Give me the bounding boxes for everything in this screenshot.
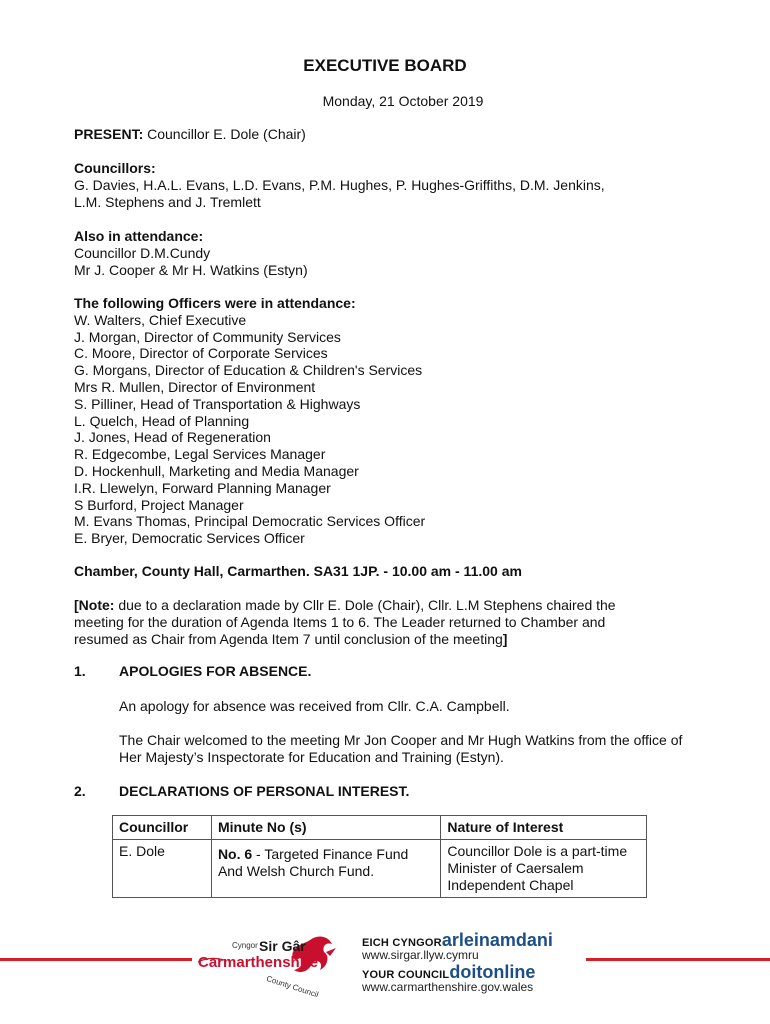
cell-minute: [211, 840, 440, 898]
venue-text: Chamber, County Hall, Carmarthen. SA31 1JP. - 10.00 am - 11.00 am: [74, 563, 522, 579]
english-brand-small: YOUR COUNCIL: [362, 969, 450, 981]
officer-line: E. Bryer, Democratic Services Officer: [74, 530, 305, 547]
officers-section: [74, 295, 694, 547]
note-line: due to a declaration made by Cllr E. Dole (Chair), Cllr. L.M Stephens chaired the: [114, 597, 616, 613]
cell-councillor: E. Dole: [113, 840, 212, 898]
minute-number: No. 6: [217, 846, 253, 862]
officer-line: L. Quelch, Head of Planning: [74, 412, 250, 429]
officer-line: W. Walters, Chief Executive: [74, 311, 247, 328]
item-number: 2.: [74, 783, 86, 799]
table-header-row: [113, 816, 647, 840]
note-label: Note:: [78, 597, 115, 613]
english-brand-big: doitonline: [449, 962, 536, 982]
note-section: [74, 597, 694, 647]
footer-rule-right: [586, 958, 770, 961]
present-text: Councillor E. Dole (Chair): [143, 126, 306, 142]
item-number: 1.: [74, 663, 86, 679]
logo-sir-gar-text: Sir Gâr: [259, 938, 306, 954]
logo-cyngor-text: Cyngor: [232, 941, 258, 950]
present-line: [74, 126, 694, 143]
present-label: PRESENT:: [74, 126, 144, 142]
officer-line: C. Moore, Director of Corporate Services: [74, 345, 328, 362]
officer-line: J. Jones, Head of Regeneration: [74, 429, 271, 446]
minute-description: - Targeted Finance Fund And Welsh Church Fund.: [217, 846, 409, 879]
also-heading: Also in attendance:: [74, 228, 204, 244]
footer-rule-left: [0, 958, 192, 961]
page-title: EXECUTIVE BOARD: [303, 56, 467, 75]
officer-line: G. Morgans, Director of Education & Children's Services: [74, 362, 423, 379]
welsh-brand-big: arleinamdani: [441, 930, 553, 950]
officer-line: S. Pilliner, Head of Transportation & Highways: [74, 395, 361, 412]
item-heading-declarations: DECLARATIONS OF PERSONAL INTEREST.: [119, 783, 410, 799]
note-line: resumed as Chair from Agenda Item 7 until conclusion of the meeting: [74, 630, 503, 647]
also-line: Mr J. Cooper & Mr H. Watkins (Estyn): [74, 261, 308, 278]
logo-carmarthenshire-text: Carmarthenshire: [198, 954, 319, 971]
apologies-paragraph: An apology for absence was received from Cllr. C.A. Campbell.: [119, 698, 510, 714]
officer-line: Mrs R. Mullen, Director of Environment: [74, 378, 316, 395]
interest-table: [112, 815, 647, 898]
welsh-brand-small: EICH CYNGOR: [362, 937, 442, 949]
councillors-line: G. Davies, H.A.L. Evans, L.D. Evans, P.M. Hughes, P. Hughes-Griffiths, D.M. Jenkins,: [74, 176, 605, 193]
item-heading-apologies: APOLOGIES FOR ABSENCE.: [119, 663, 312, 679]
welsh-url: www.sirgar.llyw.cymru: [362, 948, 479, 962]
column-header: Minute No (s): [211, 816, 440, 840]
logo-county-council-text: County Council: [265, 974, 320, 1000]
also-line: Councillor D.M.Cundy: [74, 244, 211, 261]
column-header: Nature of Interest: [441, 816, 647, 840]
councillors-section: [74, 160, 694, 210]
officers-heading: The following Officers were in attendance:: [74, 295, 356, 311]
officer-line: M. Evans Thomas, Principal Democratic Services Officer: [74, 513, 426, 530]
note-line: meeting for the duration of Agenda Items 1 to 6. The Leader returned to Chamber and: [74, 613, 606, 630]
english-url: www.carmarthenshire.gov.wales: [362, 980, 534, 994]
officer-line: D. Hockenhull, Marketing and Media Manager: [74, 462, 359, 479]
cell-nature: Councillor Dole is a part-time Minister of Caersalem Independent Chapel: [441, 840, 647, 898]
note-close-bracket: ]: [502, 630, 508, 647]
note-open-bracket: [: [74, 597, 79, 613]
officer-line: S Burford, Project Manager: [74, 496, 244, 513]
officer-line: J. Morgan, Director of Community Services: [74, 328, 341, 345]
venue-line: [74, 563, 694, 580]
officer-line: R. Edgecombe, Legal Services Manager: [74, 446, 326, 463]
councillors-line: L.M. Stephens and J. Tremlett: [74, 193, 261, 210]
meeting-date: Monday, 21 October 2019: [322, 93, 484, 109]
welcome-paragraph: The Chair welcomed to the meeting Mr Jon Cooper and Mr Hugh Watkins from the office of Her Majesty’s Inspectorate for Education and Training (Estyn).: [119, 732, 683, 765]
also-attendance-section: [74, 228, 694, 278]
officer-line: I.R. Llewelyn, Forward Planning Manager: [74, 479, 331, 496]
councillors-heading: Councillors:: [74, 160, 156, 176]
table-row: [113, 840, 647, 898]
column-header: Councillor: [113, 816, 212, 840]
